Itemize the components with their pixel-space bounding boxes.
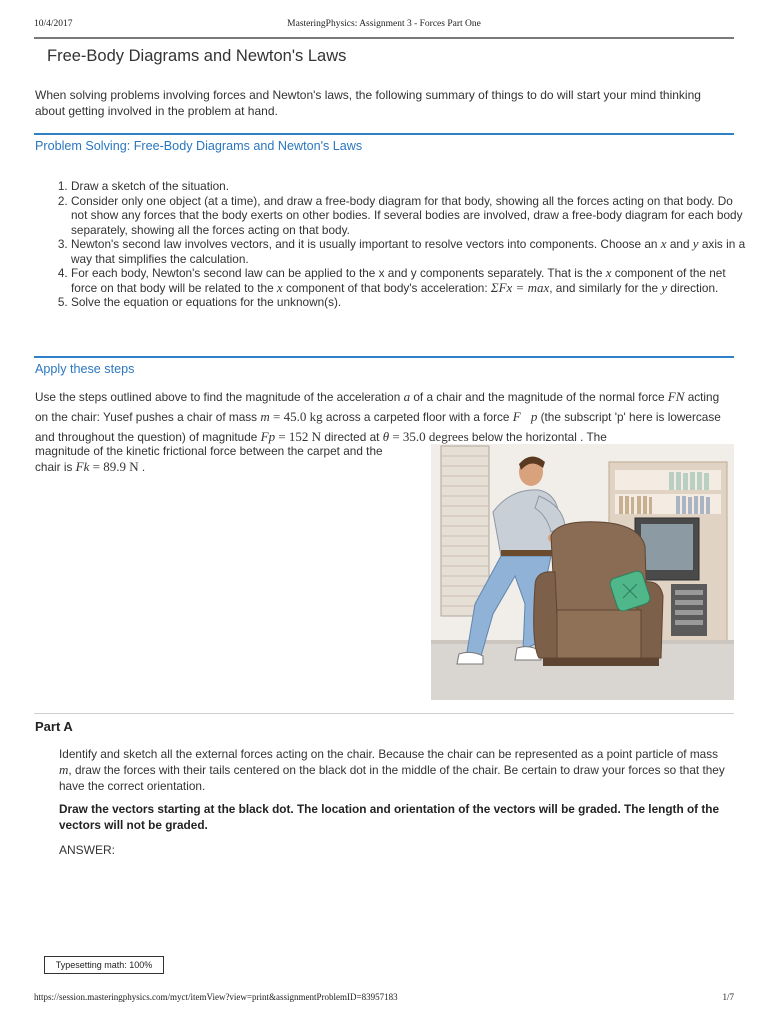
friction-statement: magnitude of the kinetic frictional force between the carpet and the chair is Fk = 89.9 N .	[35, 444, 383, 474]
part-a-description: Identify and sketch all the external forces acting on the chair. Because the chair can be represented as a point particle of mass m, draw the forces with their tails centered on the black dot in the middle of the chair. Be certain to draw your forces so that they have the correct orientation.	[59, 747, 725, 793]
page-url: https://session.masteringphysics.com/myct/itemView?view=print&assignmentProblemID=83957183	[34, 992, 398, 1002]
problem-statement: Use the steps outlined above to find the magnitude of the acceleration a of a chair and the magnitude of the normal force FN acting on the chair: Yusef pushes a chair of mass m = 45.0 kg across a carpeted floor with a force F⃗p (the subscript 'p' here is lowercase and throughout the question) of magnitude Fp = 152 N directed at θ = 35.0 degrees below the horizontal . The	[35, 389, 721, 444]
page-number: 1/7	[722, 992, 734, 1002]
part-divider	[34, 713, 734, 714]
illustration-svg	[431, 444, 734, 700]
section-title-problem-solving: Problem Solving: Free-Body Diagrams and Newton's Laws	[35, 139, 363, 153]
top-divider	[34, 37, 734, 39]
intro-paragraph: When solving problems involving forces and Newton's laws, the following summary of things to do will start your mind thinking about getting involved in the problem at hand.	[35, 88, 701, 118]
step-3: 3. Newton's second law involves vectors, and it is usually important to resolve vectors into components. Choose an x and y axis in a way that simplifies the calculation.	[71, 237, 751, 266]
section-divider-2	[34, 356, 734, 358]
step-1: 1. Draw a sketch of the situation.	[71, 179, 751, 194]
print-date: 10/4/2017	[34, 19, 73, 29]
part-a-instruction: Draw the vectors starting at the black dot. The location and orientation of the vectors will be graded. The length of the vectors will not be graded.	[59, 802, 720, 832]
print-title: MasteringPhysics: Assignment 3 - Forces Part One	[287, 19, 481, 29]
section-divider-1	[34, 133, 734, 135]
newton-law-equation: ΣFx = max	[490, 279, 550, 295]
steps-list	[35, 179, 751, 310]
page-title: Free-Body Diagrams and Newton's Laws	[47, 47, 347, 65]
step-4: 4. For each body, Newton's second law can be applied to the x and y components separately. That is the x component of the net force on that body will be related to the x component of that body's acceleration: ΣFx = max, and similarly for the y direction.	[71, 266, 751, 295]
typesetting-status: Typesetting math: 100%	[44, 956, 164, 974]
print-footer	[34, 992, 734, 1006]
section-title-apply-steps: Apply these steps	[35, 362, 135, 376]
step-5: 5. Solve the equation or equations for the unknown(s).	[71, 295, 751, 310]
step-2: 2. Consider only one object (at a time), and draw a free-body diagram for that body, showing all the forces acting on that body. Do not show any forces that the body exerts on other bodies. If several bodies are involved, draw a free-body diagram for each body separately, showing all the forces acting on that body.	[71, 194, 751, 238]
answer-label: ANSWER:	[59, 843, 116, 857]
part-a-title: Part A	[35, 719, 73, 734]
print-header	[34, 19, 734, 33]
chair-push-illustration	[431, 444, 734, 700]
